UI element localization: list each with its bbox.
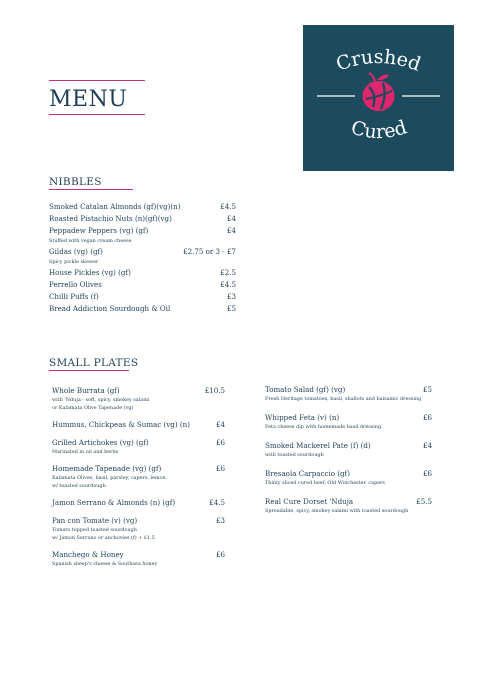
menu-item-name: Roasted Pistachio Nuts (n)(gf)(vg) [49, 214, 172, 223]
menu-item-name: Whole Burrata (gf) [52, 386, 120, 395]
logo-fruit-icon [363, 73, 395, 111]
menu-item-description: Marinated in oil and herbs [52, 449, 119, 455]
menu-item-description: w/ toasted sourdough. [52, 483, 108, 489]
menu-item-description: Fresh Heritage tomatoes, basil, shallots and balsamic dressing [265, 396, 422, 402]
small-plates-rule [49, 370, 129, 371]
menu-item-name: Perrello Olives [49, 280, 102, 289]
menu-item-name: Hummus, Chickpeas & Sumac (vg) (n) [52, 420, 190, 429]
logo-bottom-word: Cured [348, 116, 410, 144]
menu-item-description: Tomato topped toasted sourdough [52, 527, 137, 533]
menu-item-name: Peppadew Peppers (vg) (gf) [49, 226, 149, 235]
menu-item-price: £4.5 [209, 498, 225, 507]
nibbles-heading: NIBBLES [49, 176, 102, 188]
menu-item-description: with toasted sourdough [265, 452, 324, 458]
menu-item-description: with 'Nduja - soft, spicy, smokey salami [52, 397, 150, 403]
menu-item-description: Feta cheese dip with homemade basil dressing. [265, 424, 383, 430]
menu-item-price: £6 [215, 550, 225, 559]
logo-artwork [303, 25, 454, 171]
menu-item-price: £10.5 [204, 386, 225, 395]
menu-item-name: Smoked Catalan Almonds (gf)(vg)(n) [49, 202, 181, 211]
menu-item-name: Smoked Mackerel Pate (f) (d) [265, 441, 371, 450]
menu-item-price: £2.5 [220, 268, 236, 277]
menu-item-price: £6 [215, 464, 225, 473]
logo-top-word: Crushed [333, 45, 424, 76]
menu-item-description: w/ Jamon Serrano or anchovies (f) + £1.5 [52, 535, 155, 541]
menu-item-description: Thinly sliced cured beef, Old Winchester, capers [265, 480, 385, 486]
menu-item-name: Gildas (vg) (gf) [49, 247, 103, 256]
menu-item-price: £4 [215, 420, 225, 429]
menu-item-name: Pan con Tomate (v) (vg) [52, 516, 138, 525]
small-plates-heading: SMALL PLATES [49, 357, 139, 369]
menu-item-name: Tomato Salad (gf) (vg) [265, 385, 346, 394]
menu-item-price: £5 [226, 304, 236, 313]
menu-item-price: £4.5 [220, 280, 236, 289]
menu-item-name: Chilli Puffs (f) [49, 292, 99, 301]
title-rule-bottom [49, 114, 145, 115]
menu-item-name: House Pickles (vg) (gf) [49, 268, 131, 277]
menu-item-description: or Kalamata Olive Tapenade (vg) [52, 405, 134, 411]
menu-item-price: £5 [422, 385, 432, 394]
menu-item-description: Spreadable, spicy, smokey salami with toasted sourdough [265, 508, 409, 514]
menu-item-name: Bresaola Carpaccio (gf) [265, 469, 350, 478]
menu-item-price: £4 [226, 214, 236, 223]
menu-item-name: Grilled Artichokes (vg) (gf) [52, 438, 149, 447]
menu-item-name: Bread Addiction Sourdough & Oil [49, 304, 171, 313]
title-rule-top [49, 80, 145, 81]
menu-item-description: Stuffed with vegan cream cheese [49, 238, 132, 244]
menu-item-price: £4.5 [220, 202, 236, 211]
menu-item-price: £6 [215, 438, 225, 447]
menu-item-description: Kalamata Olives, basil, parsley, capers, lemon [52, 475, 166, 481]
menu-item-price: £4 [422, 441, 432, 450]
menu-item-description: Spicy pickle skewer [49, 259, 99, 265]
menu-item-price: £3 [215, 516, 225, 525]
menu-item-name: Real Cure Dorset 'Nduja [265, 497, 354, 506]
menu-item-description: Spanish sheep's cheese & Southsea honey [52, 561, 158, 567]
menu-item-name: Homemade Tapenade (vg) (gf) [52, 464, 162, 473]
brand-logo [303, 25, 454, 171]
menu-item-price: £6 [422, 413, 432, 422]
menu-item-name: Jamon Serrano & Almonds (n) (gf) [52, 498, 176, 507]
page-title: MENU [49, 87, 128, 112]
menu-item-name: Manchego & Honey [52, 550, 124, 559]
menu-item-price: £4 [226, 226, 236, 235]
menu-item-name: Whipped Feta (v) (n) [265, 413, 340, 422]
menu-item-price: £3 [226, 292, 236, 301]
menu-item-price: £2.75 or 3 - £7 [183, 247, 236, 256]
menu-item-price: £6 [422, 469, 432, 478]
menu-item-price: £5.5 [416, 497, 432, 506]
nibbles-rule [49, 189, 133, 190]
